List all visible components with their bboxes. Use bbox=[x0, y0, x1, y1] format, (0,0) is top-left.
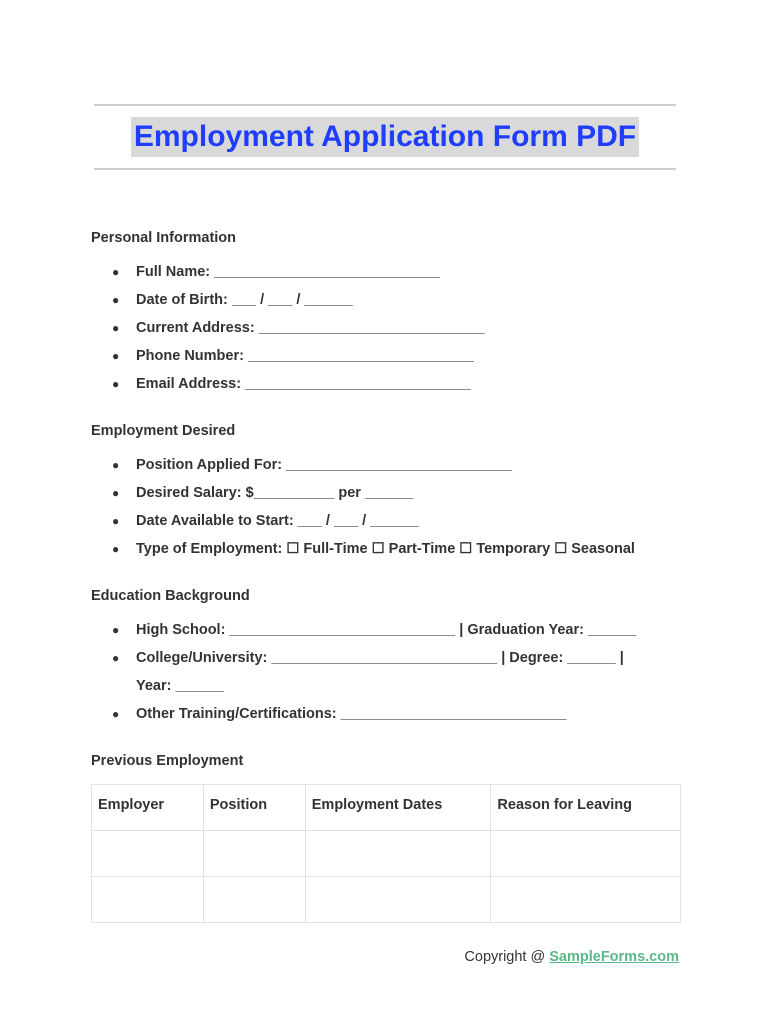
table-cell[interactable] bbox=[92, 877, 204, 923]
title-container bbox=[0, 117, 770, 157]
bullet-icon: ● bbox=[112, 293, 120, 307]
bullet-icon: ● bbox=[112, 458, 120, 472]
item-text: Date Available to Start: ___ / ___ / ______ bbox=[136, 513, 419, 529]
list-item bbox=[0, 370, 485, 398]
item-text: Full Name: ____________________________ bbox=[136, 264, 440, 280]
item-text: College/University: ____________________________ | Degree: ______ | bbox=[136, 650, 624, 666]
item-text: Current Address: ____________________________ bbox=[136, 320, 485, 336]
personal-info-list bbox=[0, 258, 485, 398]
item-text: Date of Birth: ___ / ___ / ______ bbox=[136, 292, 353, 308]
bullet-icon: ● bbox=[112, 349, 120, 363]
list-item-continuation bbox=[0, 672, 636, 700]
bullet-icon: ● bbox=[112, 542, 120, 556]
section-heading-previous: Previous Employment bbox=[91, 753, 244, 769]
section-heading-education: Education Background bbox=[91, 588, 250, 604]
previous-employment-table bbox=[91, 784, 681, 923]
item-text: Type of Employment: ☐ Full-Time ☐ Part-Time ☐ Temporary ☐ Seasonal bbox=[136, 541, 635, 557]
list-item bbox=[0, 700, 636, 728]
list-item bbox=[0, 451, 635, 479]
copyright-footer bbox=[464, 949, 679, 965]
list-item bbox=[0, 535, 635, 563]
table-cell[interactable] bbox=[203, 877, 305, 923]
table-row bbox=[92, 831, 681, 877]
item-text: Desired Salary: $__________ per ______ bbox=[136, 485, 414, 501]
bullet-icon: ● bbox=[112, 265, 120, 279]
column-header-employer: Employer bbox=[92, 785, 204, 831]
table-cell[interactable] bbox=[305, 831, 491, 877]
list-item bbox=[0, 644, 636, 672]
page-title: Employment Application Form PDF bbox=[131, 117, 639, 157]
section-heading-personal: Personal Information bbox=[91, 230, 237, 246]
table-cell[interactable] bbox=[92, 831, 204, 877]
table-row bbox=[92, 877, 681, 923]
bullet-icon: ● bbox=[112, 707, 120, 721]
top-divider bbox=[94, 104, 676, 106]
table-cell[interactable] bbox=[305, 877, 491, 923]
bullet-icon: ● bbox=[112, 623, 120, 637]
table-cell[interactable] bbox=[203, 831, 305, 877]
column-header-position: Position bbox=[203, 785, 305, 831]
bullet-icon: ● bbox=[112, 321, 120, 335]
list-item bbox=[0, 342, 485, 370]
item-text: Other Training/Certifications: ____________________________ bbox=[136, 706, 567, 722]
bullet-icon: ● bbox=[112, 486, 120, 500]
list-item bbox=[0, 258, 485, 286]
employment-desired-list bbox=[0, 451, 635, 563]
table-header-row bbox=[92, 785, 681, 831]
bullet-icon: ● bbox=[112, 651, 120, 665]
section-heading-employment: Employment Desired bbox=[91, 423, 236, 439]
list-item bbox=[0, 479, 635, 507]
bottom-divider bbox=[94, 168, 676, 170]
column-header-reason-for-leaving: Reason for Leaving bbox=[491, 785, 681, 831]
item-text: High School: ____________________________ | Graduation Year: ______ bbox=[136, 622, 637, 638]
sampleforms-link[interactable]: SampleForms.com bbox=[549, 949, 679, 965]
list-item bbox=[0, 616, 636, 644]
bullet-icon: ● bbox=[112, 377, 120, 391]
item-text: Email Address: ____________________________ bbox=[136, 376, 471, 392]
table-cell[interactable] bbox=[491, 877, 681, 923]
item-text: Position Applied For: ____________________________ bbox=[136, 457, 512, 473]
education-list bbox=[0, 616, 636, 728]
column-header-employment-dates: Employment Dates bbox=[305, 785, 491, 831]
list-item bbox=[0, 507, 635, 535]
list-item bbox=[0, 286, 485, 314]
item-text: Year: ______ bbox=[136, 678, 224, 694]
copyright-text: Copyright @ bbox=[464, 949, 550, 965]
table-cell[interactable] bbox=[491, 831, 681, 877]
item-text: Phone Number: ____________________________ bbox=[136, 348, 474, 364]
list-item bbox=[0, 314, 485, 342]
bullet-icon: ● bbox=[112, 514, 120, 528]
